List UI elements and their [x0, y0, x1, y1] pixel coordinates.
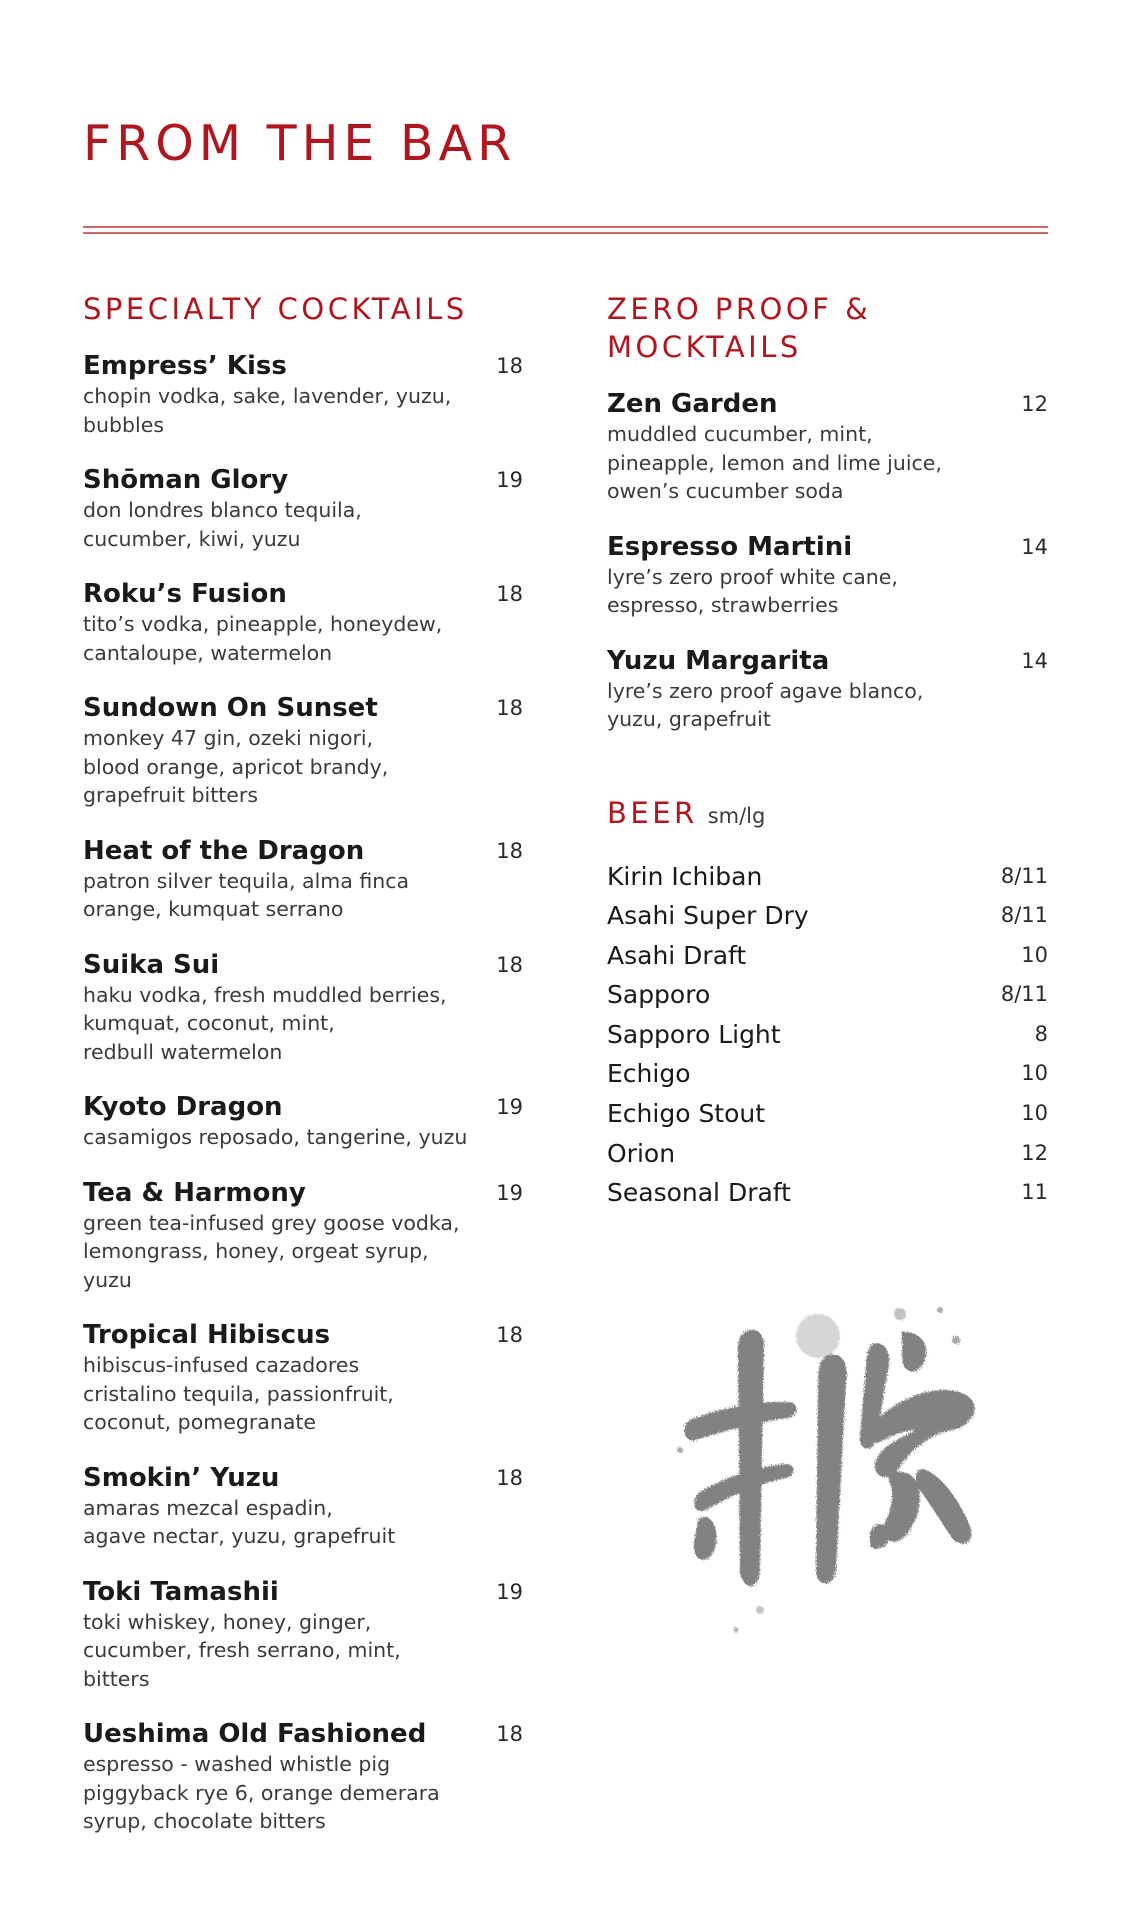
item-price: 19	[496, 1579, 523, 1604]
beer-heading	[607, 794, 1048, 835]
header-divider-bottom	[83, 232, 1048, 234]
cocktail-item	[83, 1177, 523, 1295]
header-divider-top	[83, 226, 1048, 228]
beer-item	[607, 857, 1048, 897]
cocktail-item	[83, 1718, 523, 1836]
beer-item	[607, 1094, 1048, 1134]
item-name: Heat of the Dragon	[83, 835, 365, 866]
cocktail-item	[83, 1576, 523, 1694]
item-description: monkey 47 gin, ozeki nigori, blood orange, apricot brandy, grapefruit bitters	[83, 726, 389, 807]
cocktail-item	[83, 835, 523, 924]
beer-item	[607, 936, 1048, 976]
item-price: 14	[1021, 534, 1048, 559]
item-description: don londres blanco tequila, cucumber, kiwi, yuzu	[83, 498, 362, 551]
cocktail-item	[83, 464, 523, 553]
item-name: Kyoto Dragon	[83, 1092, 283, 1122]
item-description: lyre’s zero proof white cane, espresso, strawberries	[607, 564, 898, 617]
item-description: toki whiskey, honey, ginger, cucumber, fresh serrano, mint, bitters	[83, 1609, 401, 1691]
zero-proof-heading-line2: MOCKTAILS	[607, 330, 802, 364]
item-price: 19	[496, 1095, 523, 1119]
item-name: Suika Sui	[83, 949, 220, 980]
beer-price: 8/11	[1000, 982, 1048, 1007]
item-name: Shōman Glory	[83, 465, 289, 495]
item-description: haku vodka, fresh muddled berries, kumquat, coconut, mint, redbull watermelon	[83, 982, 447, 1064]
item-price: 18	[496, 1722, 523, 1746]
item-name: Roku’s Fusion	[83, 579, 287, 609]
mocktail-item	[607, 645, 1048, 734]
zero-proof-heading-line1: ZERO PROOF &	[607, 292, 872, 326]
item-name: Empress’ Kiss	[83, 351, 287, 381]
beer-section	[607, 794, 1048, 1213]
specialty-cocktails-heading: SPECIALTY COCKTAILS	[83, 292, 468, 326]
page-title: FROM THE BAR	[83, 115, 517, 172]
zero-proof-heading	[607, 290, 1048, 366]
beer-item	[607, 1173, 1048, 1213]
item-name: Tropical Hibiscus	[83, 1320, 331, 1350]
beer-list	[607, 857, 1048, 1213]
item-name: Toki Tamashii	[83, 1576, 279, 1607]
item-price: 19	[496, 1180, 523, 1205]
item-description: lyre’s zero proof agave blanco, yuzu, grapefruit	[607, 678, 924, 731]
item-price: 18	[496, 582, 523, 606]
beer-name: Asahi Draft	[607, 940, 747, 970]
beer-price: 8/11	[1000, 903, 1048, 928]
beer-item	[607, 1054, 1048, 1094]
item-description: hibiscus-infused cazadores cristalino tequila, passionfruit, coconut, pomegranate	[83, 1353, 394, 1434]
beer-name: Kirin Ichiban	[607, 861, 763, 891]
beer-item	[607, 975, 1048, 1015]
beer-name: Orion	[607, 1138, 676, 1168]
item-name: Tea & Harmony	[83, 1177, 306, 1208]
item-price: 18	[496, 354, 523, 378]
beer-name: Echigo	[607, 1059, 691, 1089]
item-price: 12	[1021, 392, 1048, 416]
cocktail-item	[83, 1319, 523, 1437]
item-description: chopin vodka, sake, lavender, yuzu, bubbles	[83, 384, 452, 437]
calligraphy-brush-mark-icon	[640, 1270, 1020, 1650]
beer-price: 10	[1021, 1061, 1048, 1086]
beer-name: Echigo Stout	[607, 1099, 766, 1129]
item-description: muddled cucumber, mint, pineapple, lemon and lime juice, owen’s cucumber soda	[607, 422, 942, 503]
beer-name: Seasonal Draft	[607, 1178, 791, 1208]
beer-price: 10	[1021, 942, 1048, 967]
beer-price: 11	[1021, 1180, 1048, 1205]
beer-price: 12	[1021, 1140, 1048, 1165]
item-description: espresso - washed whistle pig piggyback rye 6, orange demerara syrup, chocolate bitters	[83, 1752, 440, 1833]
specialty-cocktails-section	[83, 290, 523, 1861]
beer-name: Asahi Super Dry	[607, 901, 809, 931]
item-name: Sundown On Sunset	[83, 693, 378, 723]
item-price: 18	[496, 838, 523, 863]
item-price: 18	[496, 696, 523, 720]
beer-size-note: sm/lg	[707, 803, 766, 828]
cocktail-item	[83, 692, 523, 810]
beer-price: 10	[1021, 1101, 1048, 1126]
mocktail-item	[607, 531, 1048, 620]
item-name: Smokin’ Yuzu	[83, 1462, 280, 1493]
beer-price: 8	[1034, 1021, 1048, 1046]
item-description: patron silver tequila, alma finca orange, kumquat serrano	[83, 868, 410, 921]
cocktail-item	[83, 1462, 523, 1551]
item-name: Ueshima Old Fashioned	[83, 1719, 427, 1749]
beer-item	[607, 1134, 1048, 1174]
specialty-cocktails-list	[83, 350, 523, 1836]
beer-name: Sapporo Light	[607, 1019, 781, 1049]
zero-proof-list	[607, 388, 1048, 734]
item-price: 18	[496, 952, 523, 977]
beer-item	[607, 896, 1048, 936]
beer-price: 8/11	[1000, 863, 1048, 888]
cocktail-item	[83, 578, 523, 667]
cocktail-item	[83, 350, 523, 439]
item-price: 19	[496, 468, 523, 492]
item-price: 14	[1021, 648, 1048, 673]
mocktail-item	[607, 388, 1048, 506]
item-description: amaras mezcal espadin, agave nectar, yuzu, grapefruit	[83, 1495, 396, 1548]
item-name: Zen Garden	[607, 389, 778, 419]
cocktail-item	[83, 949, 523, 1067]
item-name: Espresso Martini	[607, 531, 853, 562]
zero-proof-section	[607, 290, 1048, 1213]
item-description: casamigos reposado, tangerine, yuzu	[83, 1125, 468, 1149]
item-description: tito’s vodka, pineapple, honeydew, cantaloupe, watermelon	[83, 612, 443, 665]
item-description: green tea-infused grey goose vodka, lemongrass, honey, orgeat syrup, yuzu	[83, 1210, 460, 1292]
cocktail-item	[83, 1091, 523, 1152]
beer-name: Sapporo	[607, 980, 711, 1010]
item-price: 18	[496, 1323, 523, 1347]
beer-heading-label: BEER	[607, 795, 698, 830]
beer-item	[607, 1015, 1048, 1055]
item-price: 18	[496, 1465, 523, 1490]
item-name: Yuzu Margarita	[607, 645, 830, 676]
